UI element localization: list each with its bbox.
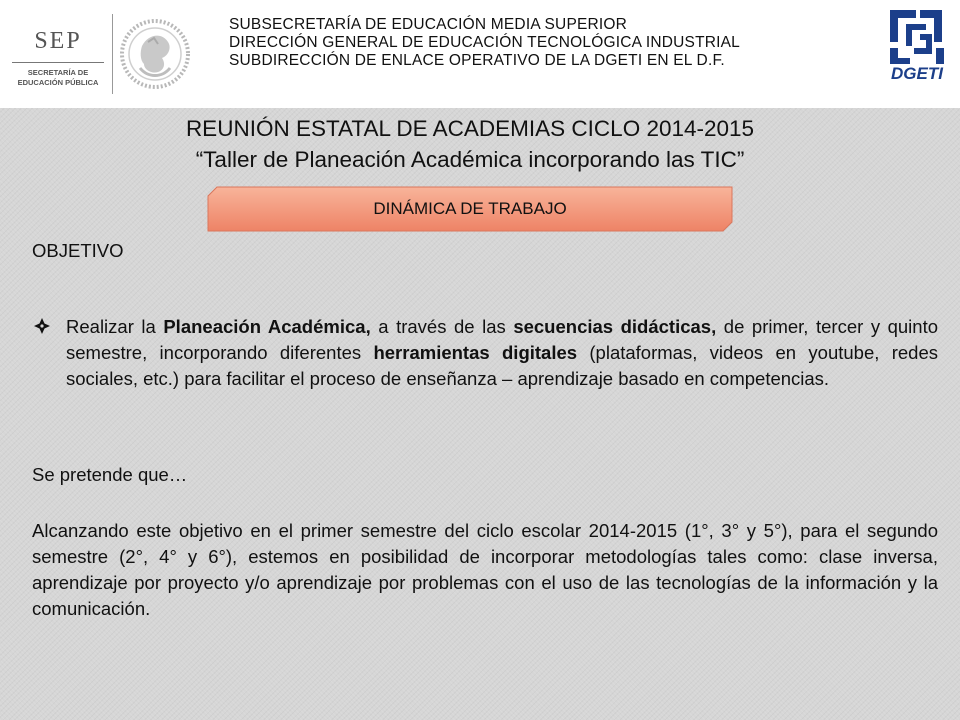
sep-logo-rule (12, 62, 104, 63)
page-subtitle: “Taller de Planeación Académica incorporando las TIC” (195, 147, 745, 172)
header-line-1: SUBSECRETARÍA DE EDUCACIÓN MEDIA SUPERIOR (229, 16, 628, 33)
closing-paragraph: Alcanzando este objetivo en el primer semestre del ciclo escolar 2014-2015 (1°, 3° y 5°), para el segundo semestre (2°, 4° y 6°), estemos en posibilidad de incorporar metodologías tales como: clase inversa, aprendizaje por proyecto y/o aprendizaje por problemas con el uso de las tecnologías de la información y la comunicación. (32, 520, 938, 619)
header-line-3: SUBDIRECCIÓN DE ENLACE OPERATIVO DE LA DGETI EN EL D.F. (229, 52, 725, 69)
sep-logo-subtitle: SECRETARÍA DE EDUCACIÓN PÚBLICA (17, 68, 99, 87)
highlight-secuencias: secuencias didácticas, (513, 316, 717, 337)
intent-paragraph: Se pretende que… (32, 464, 188, 485)
national-emblem-icon (118, 8, 192, 100)
diamond-bullet-icon (34, 318, 50, 334)
objective-bullet-text: Realizar la Planeación Académica, a través de las secuencias didácticas, de primer, tercer y quinto semestre, incorporando diferentes herramientas digitales (plataformas, videos en youtube, redes sociales, etc.) para facilitar el proceso de enseñanza – aprendizaje basado en competencias. (66, 316, 939, 389)
header (0, 0, 960, 108)
section-banner-label: DINÁMICA DE TRABAJO (373, 199, 567, 218)
header-divider (112, 14, 113, 94)
objective-heading: OBJETIVO (32, 240, 124, 261)
dgeti-logo-icon (876, 2, 956, 100)
page-title: REUNIÓN ESTATAL DE ACADEMIAS CICLO 2014-2015 (185, 116, 755, 141)
sep-logo-text: SEP (34, 28, 82, 54)
header-institution-lines (229, 16, 740, 70)
highlight-planeacion: Planeación Académica, (163, 316, 371, 337)
highlight-herramientas: herramientas digitales (373, 342, 578, 363)
header-line-2: DIRECCIÓN GENERAL DE EDUCACIÓN TECNOLÓGICA INDUSTRIAL (229, 34, 740, 51)
dgeti-logo-label: DGETI (891, 64, 943, 83)
